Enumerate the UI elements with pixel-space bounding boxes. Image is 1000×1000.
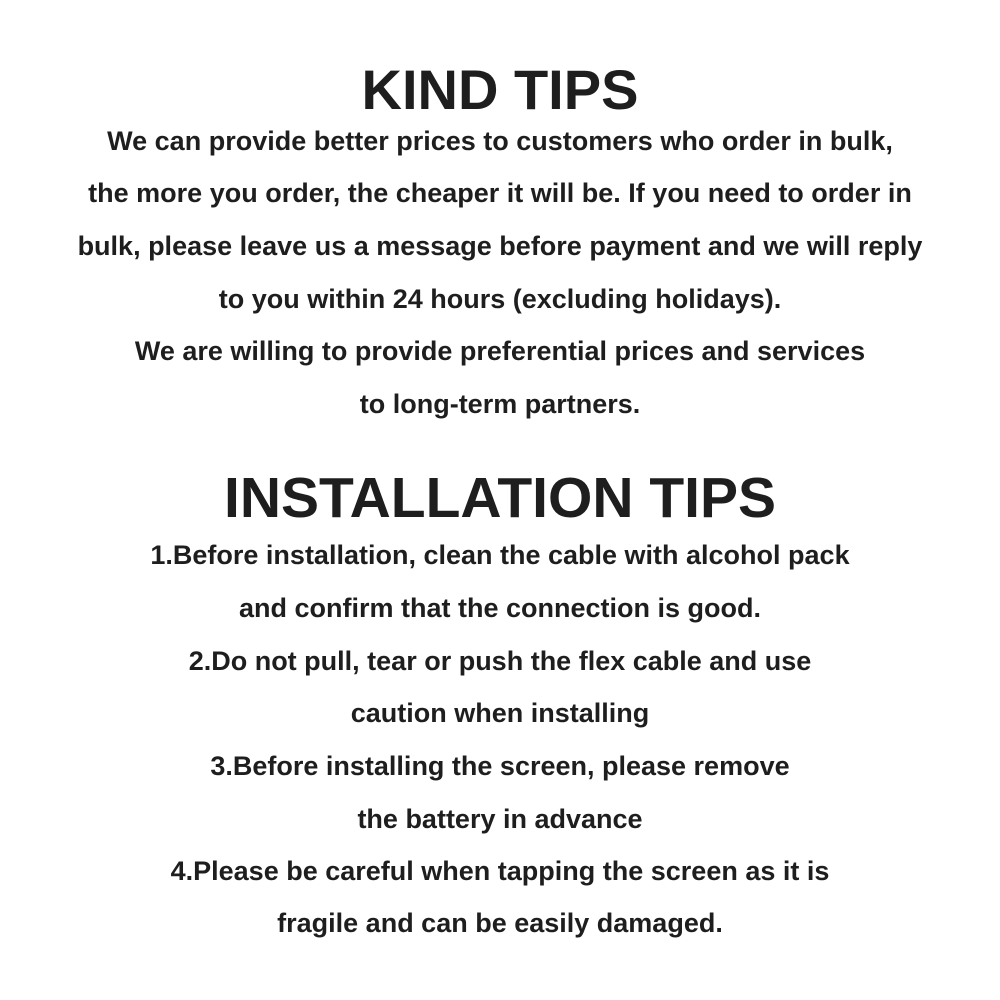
installation-tip-line-7: 4.Please be careful when tapping the screen as it is <box>170 856 830 886</box>
kind-tips-line-1: We can provide better prices to customers who order in bulk, <box>107 126 893 156</box>
kind-tips-line-6: to long-term partners. <box>359 389 641 419</box>
kind-tips-line-2: the more you order, the cheaper it will be. If you need to order in <box>88 178 912 208</box>
installation-tip-line-4: caution when installing <box>350 698 650 728</box>
kind-tips-line-3: bulk, please leave us a message before payment and we will reply <box>77 231 923 261</box>
installation-tips-heading: INSTALLATION TIPS <box>223 466 777 530</box>
installation-tip-line-2: and confirm that the connection is good. <box>238 593 761 623</box>
installation-tip-line-1: 1.Before installation, clean the cable with alcohol pack <box>150 540 850 570</box>
installation-tip-line-8: fragile and can be easily damaged. <box>277 908 723 938</box>
installation-tip-line-5: 3.Before installing the screen, please remove <box>210 751 790 781</box>
kind-tips-line-5: We are willing to provide preferential prices and services <box>134 336 866 366</box>
installation-tip-line-3: 2.Do not pull, tear or push the flex cable and use <box>188 646 812 676</box>
kind-tips-heading: KIND TIPS <box>361 58 639 121</box>
kind-tips-line-4: to you within 24 hours (excluding holidays). <box>218 284 782 314</box>
installation-tip-line-6: the battery in advance <box>357 804 643 834</box>
